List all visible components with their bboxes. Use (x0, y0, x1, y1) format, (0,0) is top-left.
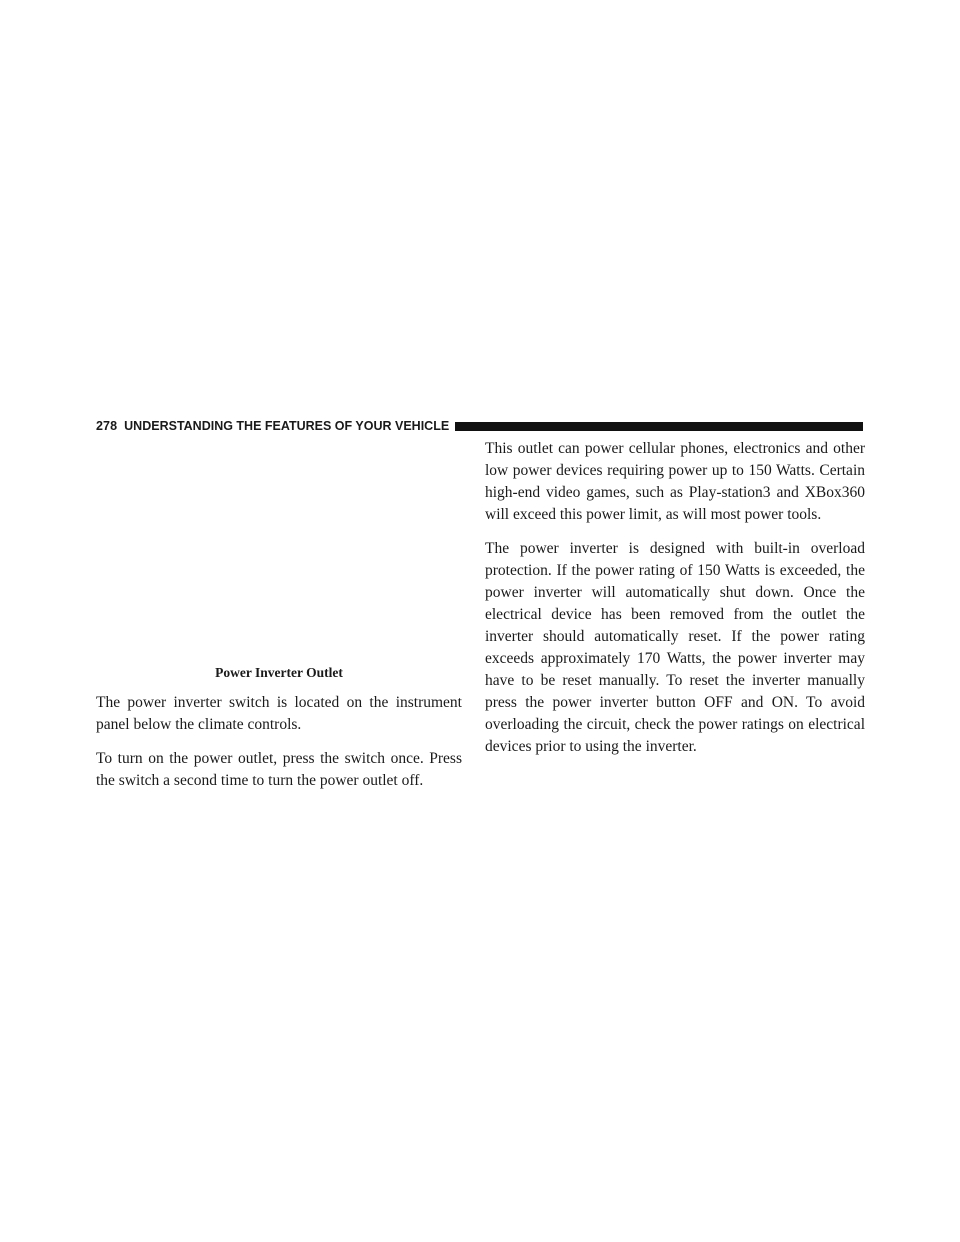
right-column (485, 438, 865, 758)
page-number: 278 (96, 419, 118, 433)
figure-image-area (96, 440, 462, 656)
left-column (96, 440, 462, 792)
header-rule (455, 422, 863, 431)
figure-caption: Power Inverter Outlet (215, 665, 343, 680)
page-header (96, 418, 863, 434)
paragraph: The power inverter switch is located on the instrument panel below the climate controls. (96, 694, 462, 733)
paragraph: This outlet can power cellular phones, electronics and other low power devices requiring power up to 150 Watts. Certain high-end video games, such as Play-station3 and XBox360 will exceed this power limit, as will most power tools. (485, 440, 865, 523)
paragraph: The power inverter is designed with built-in overload protection. If the power rating of 150 Watts is exceeded, the power inverter will automatically shut down. Once the electrical device has been removed from the outlet the inverter should automatically reset. If the power rating exceeds approximately 170 Watts, the power inverter may have to be reset manually. To reset the inverter manually press the power inverter button OFF and ON. To avoid overloading the circuit, check the power ratings on electrical devices prior to using the inverter. (485, 540, 865, 755)
section-title: UNDERSTANDING THE FEATURES OF YOUR VEHICLE (124, 419, 450, 433)
paragraph: To turn on the power outlet, press the switch once. Press the switch a second time to turn the power outlet off. (96, 750, 462, 789)
